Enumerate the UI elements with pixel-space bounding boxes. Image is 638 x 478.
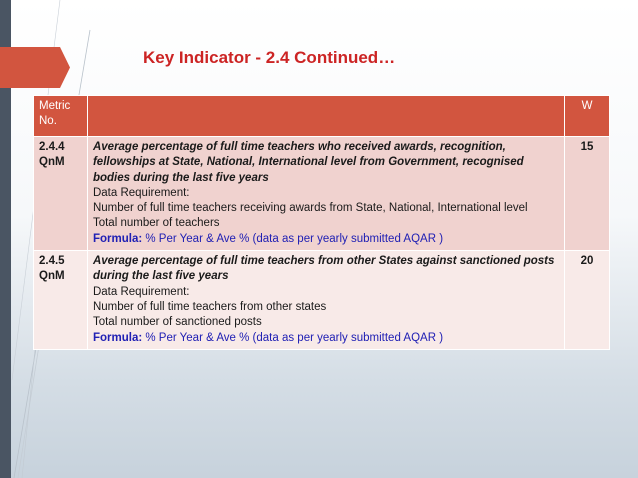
data-requirement-item: Number of full time teachers from other states <box>92 300 327 313</box>
metric-weight: 20 <box>565 251 610 350</box>
metric-type: QnM <box>39 270 65 283</box>
formula-text: % Per Year & Ave % (data as per yearly submitted AQAR ) <box>142 232 444 245</box>
metric-description-cell <box>87 137 564 251</box>
data-requirement-item: Total number of teachers <box>92 217 220 230</box>
table-header-row <box>34 96 610 137</box>
data-requirement-label: Data Requirement: <box>92 186 190 199</box>
data-requirement-label: Data Requirement: <box>92 285 190 298</box>
header-metric-no: Metric No. <box>34 96 88 137</box>
formula-line <box>93 232 559 247</box>
table-row <box>34 251 610 350</box>
formula-label: Formula: <box>92 232 143 245</box>
metric-weight: 15 <box>565 137 610 251</box>
metric-code: 2.4.4 <box>39 141 65 153</box>
formula-line <box>93 331 559 346</box>
title-accent-tab <box>0 47 70 88</box>
slide-title: Key Indicator - 2.4 Continued… <box>143 48 396 67</box>
metric-code-cell <box>34 137 88 251</box>
metric-code-cell <box>34 251 88 350</box>
data-requirement-item: Total number of sanctioned posts <box>92 316 262 329</box>
metric-heading: Average percentage of full time teachers from other States against sanctioned posts during the last five years <box>92 255 555 283</box>
header-description <box>87 96 564 137</box>
metric-code: 2.4.5 <box>39 255 65 268</box>
header-weight: W <box>565 96 610 137</box>
formula-text: % Per Year & Ave % (data as per yearly submitted AQAR ) <box>142 331 444 344</box>
metrics-table <box>33 95 610 350</box>
formula-label: Formula: <box>92 331 143 344</box>
metric-heading: Average percentage of full time teachers who received awards, recognition, fellowships at State, National, International level from Government, recognised bodies during the last five years <box>92 141 524 184</box>
metric-description-cell <box>87 251 564 350</box>
metric-type: QnM <box>39 156 65 169</box>
data-requirement-item: Number of full time teachers receiving awards from State, National, International level <box>92 202 528 215</box>
table-row <box>34 137 610 251</box>
